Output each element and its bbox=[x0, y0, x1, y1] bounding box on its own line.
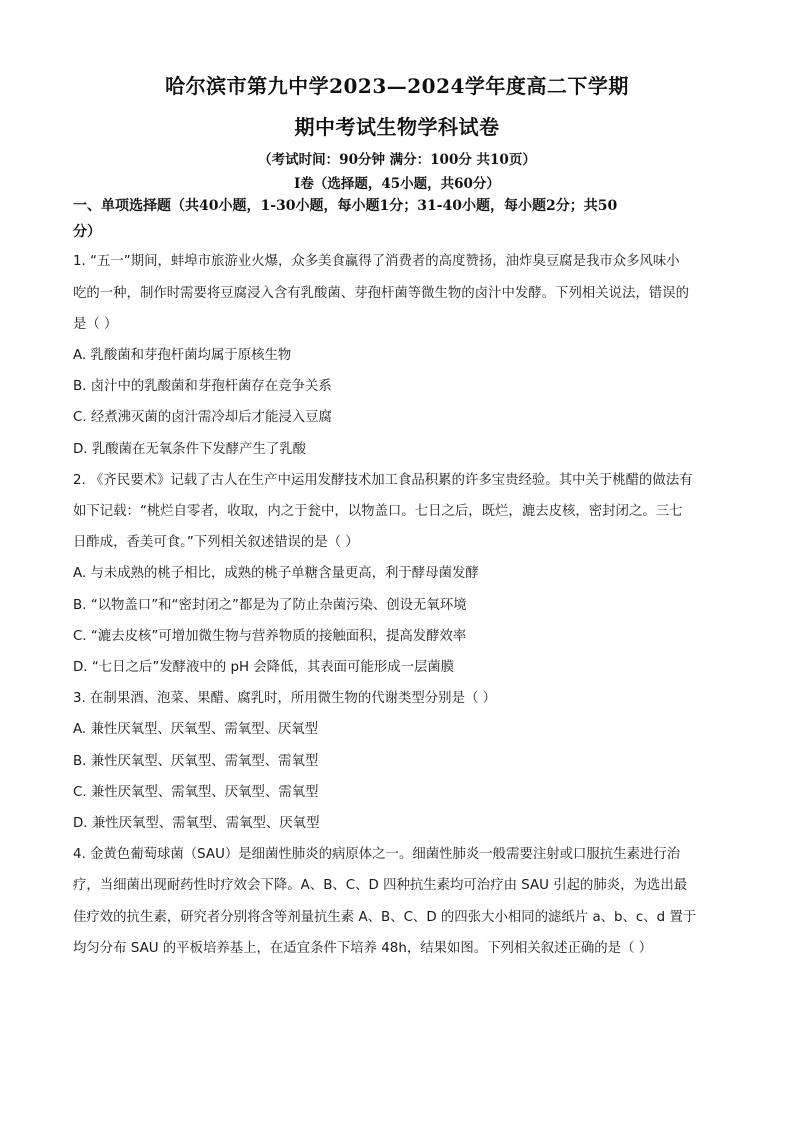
question-text-line: 是（ ） bbox=[73, 317, 118, 332]
section-heading bbox=[73, 193, 723, 245]
option-a: A. 与未成熟的桃子相比，成熟的桃子单糖含量更高，利于酵母菌发酵 bbox=[73, 566, 479, 581]
option-b: B. 卤汁中的乳酸菌和芽孢杆菌存在竞争关系 bbox=[73, 379, 332, 394]
option-d: D. “七日之后”发酵液中的 pH 会降低，其表面可能形成一层菌膜 bbox=[73, 660, 455, 675]
option-d: D. 兼性厌氧型、需氧型、需氧型、厌氧型 bbox=[73, 816, 320, 831]
question-text-line: 1. “五一”期间，蚌埠市旅游业火爆，众多美食赢得了消费者的高度赞扬，油炸臭豆腐是我市众多风味小 bbox=[73, 254, 680, 269]
section-heading-line1: 一、单项选择题（共40小题，1-30小题，每小题1分；31-40小题，每小题2分；共50 bbox=[73, 198, 618, 214]
option-c: C. “漉去皮核”可增加微生物与营养物质的接触面积，提高发酵效率 bbox=[73, 629, 467, 644]
volume-heading: Ⅰ卷（选择题，45小题，共60分） bbox=[294, 176, 500, 192]
question-text-line: 均匀分布 SAU 的平板培养基上，在适宜条件下培养 48h，结果如图。下列相关叙述正确的是（ ） bbox=[73, 941, 653, 956]
option-c: C. 兼性厌氧型、需氧型、厌氧型、需氧型 bbox=[73, 785, 319, 800]
exam-title-line1: 哈尔滨市第九中学2023—2024学年度高二下学期 bbox=[165, 74, 629, 98]
question-text-line: 4. 金黄色葡萄球菌（SAU）是细菌性肺炎的病原体之一。细菌性肺炎一般需要注射或口服抗生素进行治 bbox=[73, 847, 681, 862]
section-heading-line2: 分） bbox=[73, 224, 101, 240]
question-text-line: 3. 在制果酒、泡菜、果醋、腐乳时，所用微生物的代谢类型分别是（ ） bbox=[73, 691, 497, 706]
question-text-line: 佳疗效的抗生素，研究者分别将含等剂量抗生素 A、B、C、D 的四张大小相同的滤纸片 a、b、c、d 置于 bbox=[73, 910, 697, 925]
question-text-line: 吃的一种，制作时需要将豆腐浸入含有乳酸菌、芽孢杆菌等微生物的卤汁中发酵。下列相关说法，错误的 bbox=[73, 286, 689, 301]
option-b: B. 兼性厌氧型、厌氧型、需氧型、需氧型 bbox=[73, 754, 319, 769]
option-a: A. 兼性厌氧型、厌氧型、需氧型、厌氧型 bbox=[73, 722, 319, 737]
question-text-line: 疗，当细菌出现耐药性时疗效会下降。A、B、C、D 四种抗生素均可治疗由 SAU 引起的肺炎，为选出最 bbox=[73, 878, 688, 893]
option-b: B. “以物盖口”和“密封闭之”都是为了防止杂菌污染、创设无氧环境 bbox=[73, 598, 467, 613]
question-text-line: 如下记载：“桃烂自零者，收取，内之于瓮中，以物盖口。七日之后，既烂，漉去皮核，密封闭之。三七 bbox=[73, 504, 683, 519]
question-text-line: 2. 《齐民要术》记载了古人在生产中运用发酵技术加工食品积累的许多宝贵经验。其中关于桃醋的做法有 bbox=[73, 473, 693, 488]
option-c: C. 经煮沸灭菌的卤汁需冷却后才能浸入豆腐 bbox=[73, 410, 332, 425]
option-d: D. 乳酸菌在无氧条件下发酵产生了乳酸 bbox=[73, 442, 307, 457]
exam-title-line2: 期中考试生物学科试卷 bbox=[294, 115, 500, 139]
question-text-line: 日酢成，香美可食。”下列相关叙述错误的是（ ） bbox=[73, 535, 359, 550]
option-a: A. 乳酸菌和芽孢杆菌均属于原核生物 bbox=[73, 348, 292, 363]
exam-info: （考试时间：90分钟 满分：100分 共10页） bbox=[258, 152, 536, 168]
